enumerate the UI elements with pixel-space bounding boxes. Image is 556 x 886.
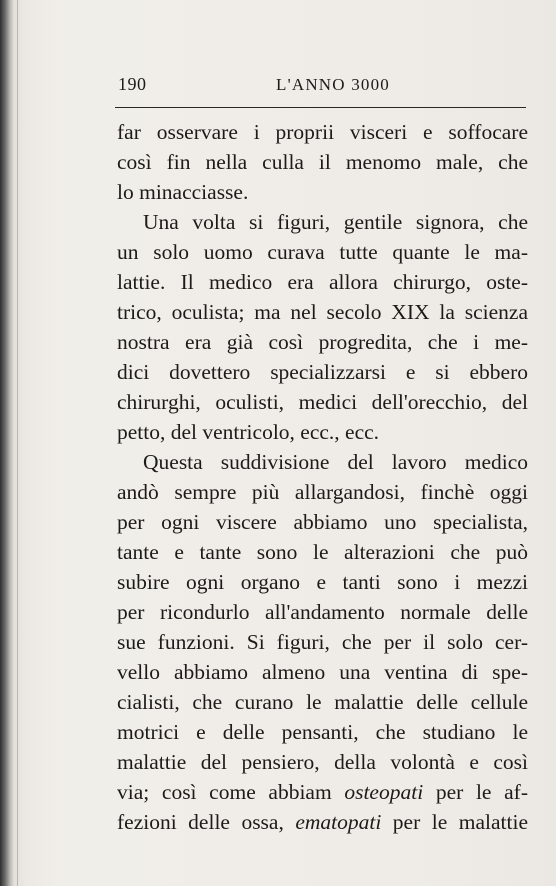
text-line: lattie. Il medico era allora chirurgo, oste- [117,270,528,294]
text-line: cialisti, che curano le malattie delle cellule [117,690,528,714]
text-line: vello abbiamo almeno una ventina di spe- [117,660,528,684]
text-line [117,778,528,808]
text-line: nostra era già così progredita, che i me- [117,330,528,354]
body-text [117,118,528,838]
text-fragment: per le malattie [381,810,528,834]
text-line: trico, oculista; ma nel secolo XIX la scienza [117,300,528,324]
page-header [118,74,526,98]
text-line: far osservare i proprii visceri e soffocare [117,120,528,144]
text-line: un solo uomo curava tutte quante le ma- [117,240,528,264]
text-line: Questa suddivisione del lavoro medico [143,450,528,474]
text-fragment: per le af- [423,780,528,804]
text-line: sue funzioni. Si figuri, che per il solo cer- [117,630,528,654]
text-line: per ricondurlo all'andamento normale delle [117,600,528,624]
text-line: lo minacciasse. [117,180,249,204]
book-binding-shadow [0,0,14,886]
text-line [117,808,528,838]
text-fragment: via; così come abbiam [117,780,345,804]
text-line: motrici e delle pensanti, che studiano le [117,720,528,744]
text-line: per ogni viscere abbiamo uno specialista, [117,510,528,534]
page-number: 190 [118,74,147,94]
text-line: chirurghi, oculisti, medici dell'orecchio, del [117,390,528,414]
text-line: subire ogni organo e tanti sono i mezzi [117,570,528,594]
text-line: malattie del pensiero, della volontà e così [117,750,528,774]
italic-term: ematopati [295,810,382,834]
text-fragment: fezioni delle ossa, [117,810,296,834]
text-lines [117,118,528,778]
text-line: petto, del ventricolo, ecc., ecc. [117,420,380,444]
text-line: così fin nella culla il menomo male, che [117,150,528,174]
running-title: L'ANNO 3000 [276,75,391,94]
text-line: tante e tante sono le alterazioni che può [117,540,528,564]
text-line: dici dovettero specializzarsi e si ebbero [117,360,528,384]
text-line: andò sempre più allargandosi, finchè oggi [117,480,528,504]
binding-edge [17,0,18,886]
italic-term: osteopati [344,780,424,804]
text-line: Una volta si figuri, gentile signora, che [143,210,528,234]
header-rule [115,107,526,108]
